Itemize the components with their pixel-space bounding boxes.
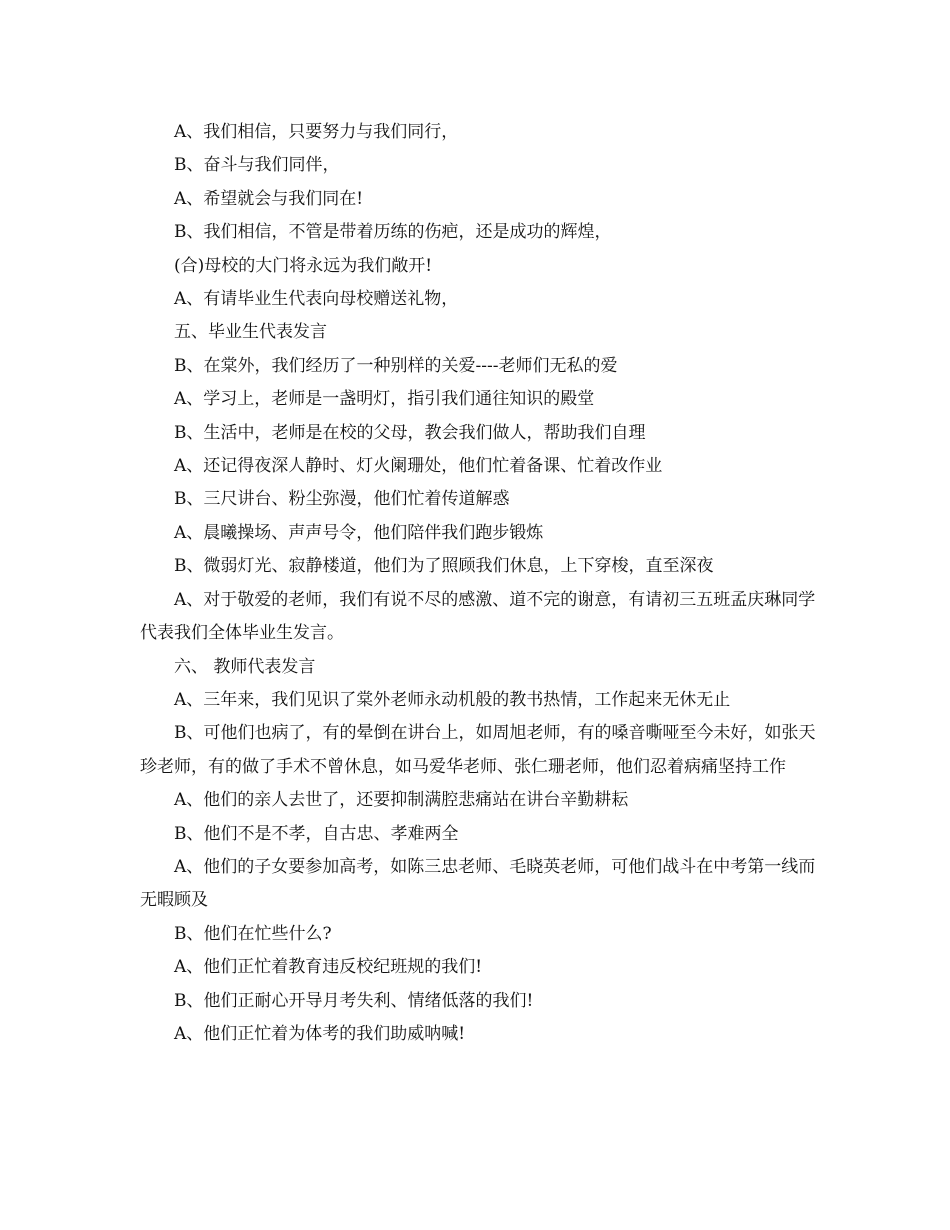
paragraph: A、晨曦操场、声声号令，他们陪伴我们跑步锻炼 xyxy=(174,522,544,543)
section-heading: 五、毕业生代表发言 xyxy=(174,322,327,343)
paragraph: B、生活中，老师是在校的父母，教会我们做人，帮助我们自理 xyxy=(174,422,646,443)
paragraph: B、在棠外，我们经历了一种别样的关爱----老师们无私的爱 xyxy=(174,355,618,376)
paragraph: B、三尺讲台、粉尘弥漫，他们忙着传道解惑 xyxy=(174,489,510,510)
paragraph: B、可他们也病了，有的晕倒在讲台上，如周旭老师，有的嗓音嘶哑至今未好，如张天珍老师，有的做了手术不曾休息，如马爱华老师、张仁珊老师，他们忍着病痛坚持工作 xyxy=(140,723,816,777)
document-body xyxy=(140,116,830,1051)
paragraph: A、他们的子女要参加高考，如陈三忠老师、毛晓英老师，可他们战斗在中考第一线而无暇顾及 xyxy=(140,856,816,911)
paragraph: B、他们不是不孝，自古忠、孝难两全 xyxy=(174,823,459,844)
paragraph: A、学习上，老师是一盏明灯，指引我们通往知识的殿堂 xyxy=(174,389,595,410)
paragraph: A、有请毕业生代表向母校赠送礼物， xyxy=(174,289,459,310)
paragraph: A、他们正忙着为体考的我们助威呐喊! xyxy=(174,1023,466,1044)
section-heading: 六、 教师代表发言 xyxy=(174,656,316,677)
paragraph: A、希望就会与我们同在! xyxy=(174,188,364,209)
paragraph: B、奋斗与我们同伴， xyxy=(174,155,340,176)
paragraph: A、他们正忙着教育违反校纪班规的我们! xyxy=(174,957,483,978)
paragraph: A、还记得夜深人静时、灯火阑珊处，他们忙着备课、忙着改作业 xyxy=(174,456,663,477)
paragraph: (合)母校的大门将永远为我们敞开! xyxy=(174,255,433,276)
paragraph: A、对于敬爱的老师，我们有说不尽的感激、道不完的谢意，有请初三五班孟庆琳同学代表我们全体毕业生发言。 xyxy=(140,589,816,644)
paragraph: B、微弱灯光、寂静楼道，他们为了照顾我们休息，上下穿梭，直至深夜 xyxy=(174,556,714,577)
paragraph: A、三年来，我们见识了棠外老师永动机般的教书热情，工作起来无休无止 xyxy=(174,689,731,710)
paragraph: B、他们在忙些什么? xyxy=(174,923,332,944)
paragraph: A、我们相信，只要努力与我们同行， xyxy=(174,122,459,142)
paragraph: B、我们相信，不管是带着历练的伤疤，还是成功的辉煌， xyxy=(174,222,612,243)
paragraph: B、他们正耐心开导月考失利、情绪低落的我们! xyxy=(174,990,534,1011)
paragraph: A、他们的亲人去世了，还要抑制满腔悲痛站在讲台辛勤耕耘 xyxy=(174,790,629,811)
